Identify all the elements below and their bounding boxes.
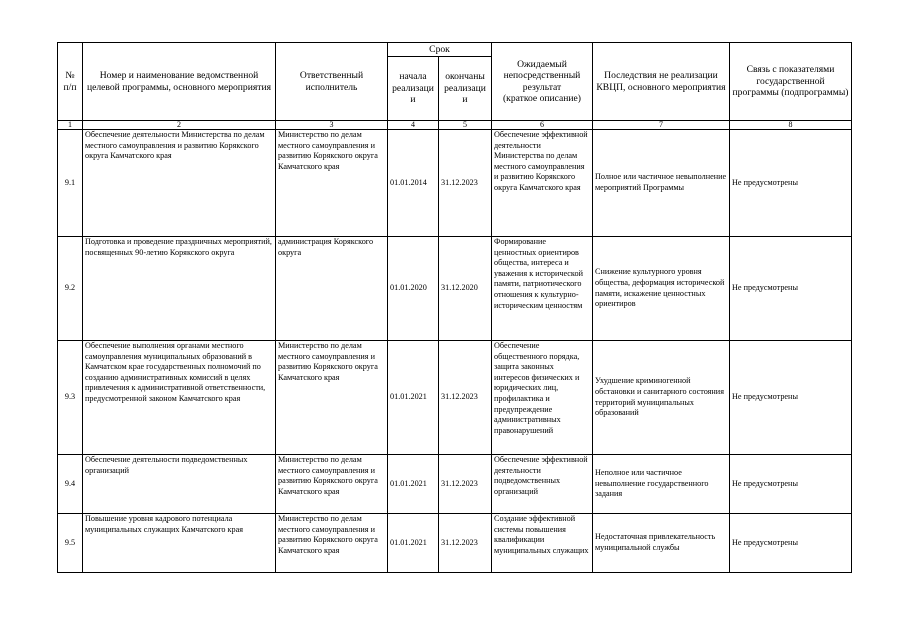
row-name: Обеспечение деятельности Министерства по делам местного самоуправления и развитию Корякского округа Камчатского края: [83, 130, 276, 237]
header-name: Номер и наименование ведомственной целевой программы, основного мероприятия: [83, 43, 276, 121]
row-link: Не предусмотрены: [730, 455, 852, 514]
row-result: Обеспечение общественного порядка, защита законных интересов физических и юридических лиц, профилактика и предупреждение административных правонарушений: [492, 341, 593, 455]
program-table: [57, 42, 852, 573]
row-num: 9.3: [58, 341, 83, 455]
row-name: Обеспечение деятельности подведомственных организаций: [83, 455, 276, 514]
row-consequence: Неполное или частичное невыполнение государственного задания: [593, 455, 730, 514]
row-consequence: Полное или частичное невыполнение мероприятий Программы: [593, 130, 730, 237]
header-term: Срок: [388, 43, 492, 57]
row-consequence: Снижение культурного уровня общества, деформация исторической памяти, искажение ценностных ориентиров: [593, 237, 730, 341]
header-end: окончаны реализаци и: [439, 57, 492, 121]
header-link: Связь с показателями государственной программы (подпрограммы): [730, 43, 852, 121]
row-executor: Министерство по делам местного самоуправления и развитию Корякского округа Камчатского края: [276, 341, 388, 455]
row-link: Не предусмотрены: [730, 514, 852, 573]
row-start-date: 01.01.2014: [388, 130, 439, 237]
col-number: 3: [276, 121, 388, 130]
row-num: 9.1: [58, 130, 83, 237]
row-start-date: 01.01.2021: [388, 341, 439, 455]
table-row: [58, 455, 852, 514]
row-end-date: 31.12.2023: [439, 130, 492, 237]
column-number-row: [58, 121, 852, 130]
table-header: [58, 43, 852, 130]
row-executor: Министерство по делам местного самоуправления и развитию Корякского округа Камчатского края: [276, 455, 388, 514]
row-name: Обеспечение выполнения органами местного самоуправления муниципальных образований в Камчатском крае государственных полномочий по созданию административных комиссий в целях привлечения к административной ответственности, предусмотренной законом Камчатского края: [83, 341, 276, 455]
row-executor: администрация Корякского округа: [276, 237, 388, 341]
row-consequence: Ухудшение криминогенной обстановки и санитарного состояния территорий муниципальных образований: [593, 341, 730, 455]
col-number: 8: [730, 121, 852, 130]
row-name: Повышение уровня кадрового потенциала муниципальных служащих Камчатского края: [83, 514, 276, 573]
row-name: Подготовка и проведение праздничных мероприятий, посвященных 90-летию Корякского округа: [83, 237, 276, 341]
row-start-date: 01.01.2020: [388, 237, 439, 341]
table-body: [58, 130, 852, 573]
col-number: 6: [492, 121, 593, 130]
row-start-date: 01.01.2021: [388, 514, 439, 573]
row-result: Обеспечение эффективной деятельности подведомственных организаций: [492, 455, 593, 514]
table-row: [58, 237, 852, 341]
table-row: [58, 130, 852, 237]
col-number: 4: [388, 121, 439, 130]
row-end-date: 31.12.2023: [439, 341, 492, 455]
header-num: № п/п: [58, 43, 83, 121]
row-end-date: 31.12.2023: [439, 514, 492, 573]
row-result: Создание эффективной системы повышения квалификации муниципальных служащих: [492, 514, 593, 573]
row-result: Обеспечение эффективной деятельности Министерства по делам местного самоуправления и развитию Корякского округа Камчатского края: [492, 130, 593, 237]
row-end-date: 31.12.2020: [439, 237, 492, 341]
header-result: Ожидаемый непосредственный результат (краткое описание): [492, 43, 593, 121]
col-number: 7: [593, 121, 730, 130]
row-start-date: 01.01.2021: [388, 455, 439, 514]
header-executor: Ответственный исполнитель: [276, 43, 388, 121]
table-row: [58, 341, 852, 455]
row-link: Не предусмотрены: [730, 237, 852, 341]
table-row: [58, 514, 852, 573]
row-link: Не предусмотрены: [730, 130, 852, 237]
row-executor: Министерство по делам местного самоуправления и развитию Корякского округа Камчатского края: [276, 130, 388, 237]
row-num: 9.2: [58, 237, 83, 341]
row-num: 9.4: [58, 455, 83, 514]
header-consequence: Последствия не реализации КВЦП, основного мероприятия: [593, 43, 730, 121]
row-end-date: 31.12.2023: [439, 455, 492, 514]
row-result: Формирование ценностных ориентиров общества, интереса и уважения к исторической памяти, патриотического отношения к культурно-историческим ценностям: [492, 237, 593, 341]
row-executor: Министерство по делам местного самоуправления и развитию Корякского округа Камчатского края: [276, 514, 388, 573]
row-link: Не предусмотрены: [730, 341, 852, 455]
col-number: 2: [83, 121, 276, 130]
header-start: начала реализаци и: [388, 57, 439, 121]
row-consequence: Недостаточная привлекательность муниципальной службы: [593, 514, 730, 573]
row-num: 9.5: [58, 514, 83, 573]
col-number: 1: [58, 121, 83, 130]
col-number: 5: [439, 121, 492, 130]
